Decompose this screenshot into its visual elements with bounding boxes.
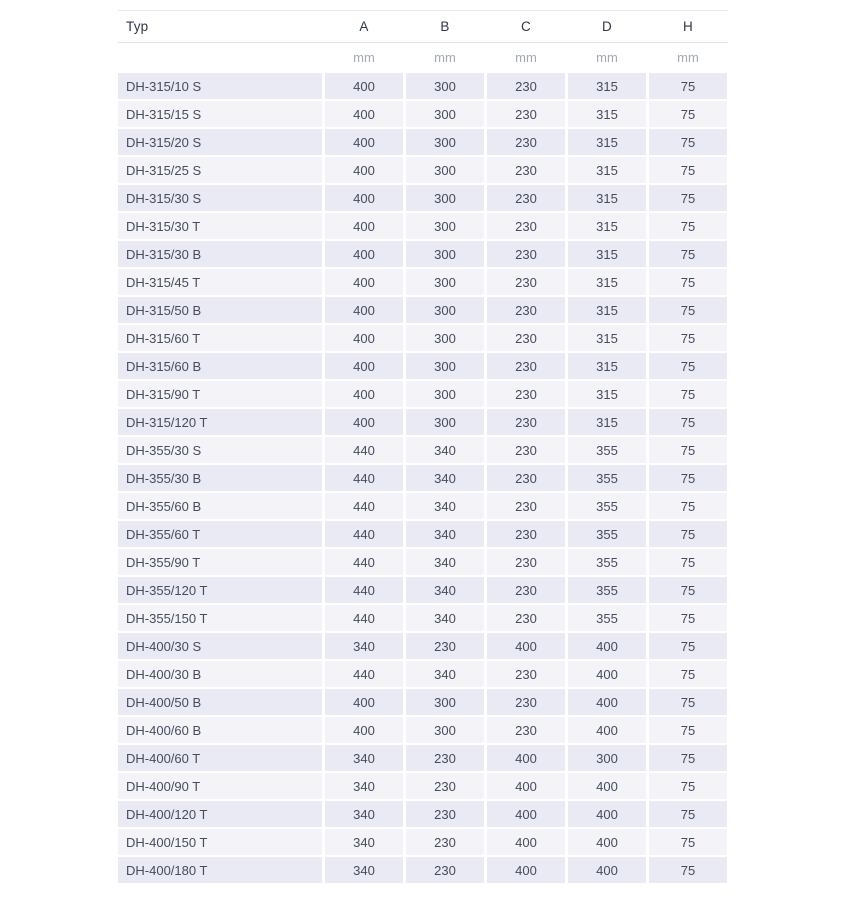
- value-cell: 315: [568, 381, 646, 407]
- typ-cell: DH-400/60 T: [118, 745, 322, 771]
- value-cell: 400: [325, 101, 403, 127]
- value-cell: 400: [568, 661, 646, 687]
- value-cell: 75: [649, 213, 727, 239]
- value-cell: 230: [487, 325, 565, 351]
- header-row: [118, 10, 728, 43]
- value-cell: 230: [487, 549, 565, 575]
- value-cell: 75: [649, 493, 727, 519]
- value-cell: 230: [487, 717, 565, 743]
- value-cell: 340: [406, 437, 484, 463]
- value-cell: 400: [325, 689, 403, 715]
- value-cell: 230: [487, 605, 565, 631]
- value-cell: 300: [406, 381, 484, 407]
- table-row: [118, 353, 728, 379]
- value-cell: 400: [568, 857, 646, 883]
- table-row: [118, 185, 728, 211]
- value-cell: 315: [568, 241, 646, 267]
- column-header-typ: Typ: [126, 19, 149, 34]
- value-cell: 340: [406, 577, 484, 603]
- value-cell: 400: [568, 717, 646, 743]
- value-cell: 340: [325, 773, 403, 799]
- value-cell: 75: [649, 325, 727, 351]
- value-cell: 75: [649, 549, 727, 575]
- value-cell: 340: [406, 521, 484, 547]
- typ-cell: DH-400/30 B: [118, 661, 322, 687]
- table-row: [118, 633, 728, 659]
- value-cell: 400: [325, 129, 403, 155]
- value-cell: 315: [568, 297, 646, 323]
- value-cell: 300: [406, 353, 484, 379]
- typ-cell: DH-315/30 T: [118, 213, 322, 239]
- value-cell: 340: [325, 633, 403, 659]
- value-cell: 300: [406, 185, 484, 211]
- value-cell: 75: [649, 157, 727, 183]
- value-cell: 300: [406, 409, 484, 435]
- value-cell: 355: [568, 521, 646, 547]
- value-cell: 400: [325, 241, 403, 267]
- typ-cell: DH-355/120 T: [118, 577, 322, 603]
- typ-cell: DH-400/180 T: [118, 857, 322, 883]
- typ-cell: DH-400/120 T: [118, 801, 322, 827]
- table-row: [118, 437, 728, 463]
- value-cell: 340: [406, 661, 484, 687]
- table-row: [118, 73, 728, 99]
- value-cell: 75: [649, 437, 727, 463]
- typ-cell: DH-400/60 B: [118, 717, 322, 743]
- value-cell: 230: [487, 297, 565, 323]
- typ-cell: DH-315/30 S: [118, 185, 322, 211]
- value-cell: 230: [406, 745, 484, 771]
- value-cell: 400: [568, 689, 646, 715]
- value-cell: 300: [406, 213, 484, 239]
- value-cell: 230: [487, 409, 565, 435]
- value-cell: 340: [325, 801, 403, 827]
- value-cell: 300: [406, 241, 484, 267]
- value-cell: 75: [649, 801, 727, 827]
- value-cell: 400: [325, 269, 403, 295]
- value-cell: 75: [649, 773, 727, 799]
- column-header-c: C: [521, 19, 531, 34]
- typ-cell: DH-355/150 T: [118, 605, 322, 631]
- value-cell: 440: [325, 605, 403, 631]
- value-cell: 230: [406, 857, 484, 883]
- table-row: [118, 213, 728, 239]
- value-cell: 230: [487, 353, 565, 379]
- value-cell: 75: [649, 745, 727, 771]
- value-cell: 340: [406, 493, 484, 519]
- value-cell: 400: [568, 829, 646, 855]
- typ-cell: DH-315/50 B: [118, 297, 322, 323]
- value-cell: 75: [649, 101, 727, 127]
- column-unit-c: mm: [515, 50, 537, 65]
- value-cell: 75: [649, 829, 727, 855]
- value-cell: 300: [406, 101, 484, 127]
- table-row: [118, 857, 728, 883]
- table-row: [118, 773, 728, 799]
- table-row: [118, 269, 728, 295]
- column-unit-b: mm: [434, 50, 456, 65]
- value-cell: 340: [325, 745, 403, 771]
- typ-cell: DH-355/90 T: [118, 549, 322, 575]
- value-cell: 400: [568, 773, 646, 799]
- value-cell: 355: [568, 437, 646, 463]
- value-cell: 75: [649, 353, 727, 379]
- value-cell: 400: [568, 801, 646, 827]
- value-cell: 400: [487, 857, 565, 883]
- table-row: [118, 661, 728, 687]
- value-cell: 75: [649, 857, 727, 883]
- typ-cell: DH-355/60 B: [118, 493, 322, 519]
- value-cell: 340: [406, 549, 484, 575]
- typ-cell: DH-355/30 B: [118, 465, 322, 491]
- value-cell: 300: [406, 129, 484, 155]
- value-cell: 230: [487, 661, 565, 687]
- value-cell: 315: [568, 409, 646, 435]
- value-cell: 400: [325, 157, 403, 183]
- value-cell: 230: [406, 801, 484, 827]
- typ-cell: DH-400/150 T: [118, 829, 322, 855]
- value-cell: 400: [325, 381, 403, 407]
- value-cell: 440: [325, 577, 403, 603]
- value-cell: 400: [325, 73, 403, 99]
- value-cell: 230: [487, 129, 565, 155]
- value-cell: 75: [649, 577, 727, 603]
- typ-cell: DH-315/120 T: [118, 409, 322, 435]
- value-cell: 315: [568, 325, 646, 351]
- value-cell: 300: [406, 297, 484, 323]
- value-cell: 230: [406, 633, 484, 659]
- value-cell: 75: [649, 129, 727, 155]
- value-cell: 355: [568, 465, 646, 491]
- table-row: [118, 801, 728, 827]
- typ-cell: DH-315/20 S: [118, 129, 322, 155]
- value-cell: 230: [487, 493, 565, 519]
- table-row: [118, 549, 728, 575]
- table-row: [118, 521, 728, 547]
- value-cell: 315: [568, 269, 646, 295]
- value-cell: 230: [487, 381, 565, 407]
- typ-cell: DH-355/30 S: [118, 437, 322, 463]
- value-cell: 300: [406, 157, 484, 183]
- value-cell: 230: [487, 73, 565, 99]
- typ-cell: DH-400/90 T: [118, 773, 322, 799]
- value-cell: 440: [325, 661, 403, 687]
- table-row: [118, 689, 728, 715]
- table-body: [118, 73, 728, 883]
- value-cell: 230: [487, 465, 565, 491]
- value-cell: 340: [325, 857, 403, 883]
- value-cell: 300: [406, 325, 484, 351]
- typ-cell: DH-315/30 B: [118, 241, 322, 267]
- table-row: [118, 101, 728, 127]
- value-cell: 230: [487, 437, 565, 463]
- value-cell: 75: [649, 185, 727, 211]
- column-unit-a: mm: [353, 50, 375, 65]
- column-unit-h: mm: [677, 50, 699, 65]
- value-cell: 315: [568, 129, 646, 155]
- column-header-h: H: [683, 19, 693, 34]
- table-row: [118, 241, 728, 267]
- value-cell: 230: [487, 185, 565, 211]
- value-cell: 440: [325, 521, 403, 547]
- value-cell: 315: [568, 157, 646, 183]
- typ-cell: DH-315/15 S: [118, 101, 322, 127]
- value-cell: 315: [568, 213, 646, 239]
- value-cell: 230: [406, 773, 484, 799]
- value-cell: 75: [649, 717, 727, 743]
- table-row: [118, 829, 728, 855]
- column-header-d: D: [602, 19, 612, 34]
- value-cell: 400: [325, 409, 403, 435]
- value-cell: 230: [487, 689, 565, 715]
- value-cell: 315: [568, 353, 646, 379]
- value-cell: 400: [487, 801, 565, 827]
- value-cell: 75: [649, 381, 727, 407]
- value-cell: 300: [406, 73, 484, 99]
- value-cell: 75: [649, 269, 727, 295]
- value-cell: 300: [568, 745, 646, 771]
- value-cell: 315: [568, 185, 646, 211]
- table-row: [118, 297, 728, 323]
- value-cell: 340: [406, 465, 484, 491]
- value-cell: 75: [649, 297, 727, 323]
- value-cell: 75: [649, 465, 727, 491]
- value-cell: 400: [325, 213, 403, 239]
- column-header-a: A: [359, 19, 369, 34]
- value-cell: 440: [325, 465, 403, 491]
- value-cell: 400: [325, 325, 403, 351]
- typ-cell: DH-315/25 S: [118, 157, 322, 183]
- typ-cell: DH-315/60 B: [118, 353, 322, 379]
- typ-cell: DH-315/45 T: [118, 269, 322, 295]
- value-cell: 75: [649, 689, 727, 715]
- value-cell: 75: [649, 409, 727, 435]
- table-row: [118, 409, 728, 435]
- value-cell: 300: [406, 717, 484, 743]
- value-cell: 315: [568, 101, 646, 127]
- table-row: [118, 493, 728, 519]
- value-cell: 75: [649, 241, 727, 267]
- value-cell: 400: [487, 633, 565, 659]
- typ-cell: DH-315/60 T: [118, 325, 322, 351]
- value-cell: 230: [487, 101, 565, 127]
- value-cell: 75: [649, 73, 727, 99]
- table-row: [118, 577, 728, 603]
- value-cell: 75: [649, 661, 727, 687]
- value-cell: 440: [325, 493, 403, 519]
- table-row: [118, 605, 728, 631]
- typ-cell: DH-400/30 S: [118, 633, 322, 659]
- value-cell: 400: [325, 185, 403, 211]
- column-header-b: B: [440, 19, 450, 34]
- value-cell: 300: [406, 689, 484, 715]
- value-cell: 400: [568, 633, 646, 659]
- value-cell: 75: [649, 633, 727, 659]
- typ-cell: DH-315/10 S: [118, 73, 322, 99]
- table-row: [118, 325, 728, 351]
- table-row: [118, 717, 728, 743]
- value-cell: 230: [487, 577, 565, 603]
- unit-row: [118, 43, 728, 72]
- table-row: [118, 381, 728, 407]
- table-row: [118, 465, 728, 491]
- value-cell: 230: [487, 213, 565, 239]
- value-cell: 400: [325, 353, 403, 379]
- value-cell: 75: [649, 521, 727, 547]
- value-cell: 75: [649, 605, 727, 631]
- value-cell: 400: [487, 745, 565, 771]
- value-cell: 400: [325, 717, 403, 743]
- value-cell: 440: [325, 549, 403, 575]
- value-cell: 300: [406, 269, 484, 295]
- value-cell: 355: [568, 549, 646, 575]
- value-cell: 355: [568, 605, 646, 631]
- value-cell: 315: [568, 73, 646, 99]
- typ-cell: DH-400/50 B: [118, 689, 322, 715]
- table-row: [118, 129, 728, 155]
- value-cell: 400: [325, 297, 403, 323]
- column-unit-d: mm: [596, 50, 618, 65]
- value-cell: 400: [487, 829, 565, 855]
- value-cell: 230: [487, 241, 565, 267]
- value-cell: 340: [325, 829, 403, 855]
- value-cell: 340: [406, 605, 484, 631]
- value-cell: 230: [487, 269, 565, 295]
- typ-cell: DH-355/60 T: [118, 521, 322, 547]
- value-cell: 355: [568, 493, 646, 519]
- typ-cell: DH-315/90 T: [118, 381, 322, 407]
- table-row: [118, 745, 728, 771]
- value-cell: 400: [487, 773, 565, 799]
- value-cell: 440: [325, 437, 403, 463]
- table-row: [118, 157, 728, 183]
- value-cell: 230: [487, 157, 565, 183]
- value-cell: 355: [568, 577, 646, 603]
- dimensions-table: [118, 10, 728, 885]
- value-cell: 230: [406, 829, 484, 855]
- value-cell: 230: [487, 521, 565, 547]
